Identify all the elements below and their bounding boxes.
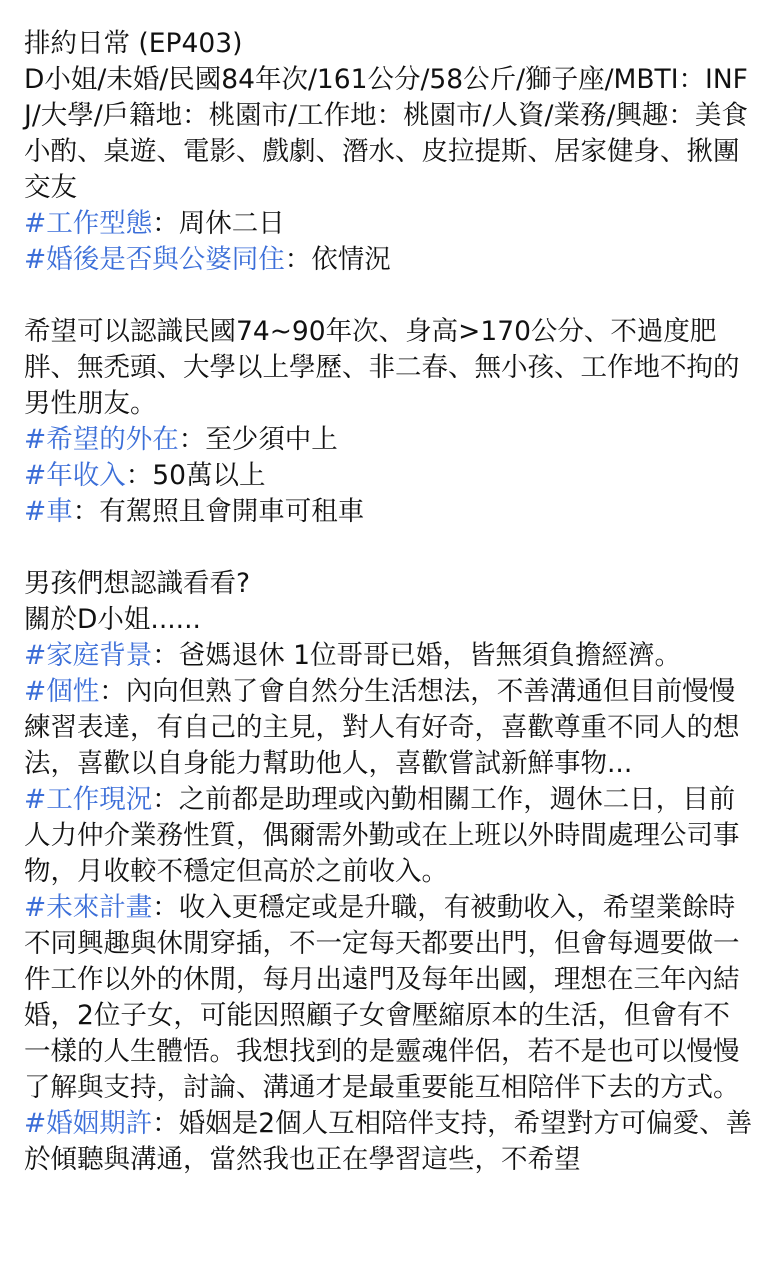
hashtag-income[interactable]: #年收入 xyxy=(24,460,126,491)
hashtag-future-plan[interactable]: #未來計畫 xyxy=(24,892,153,923)
hashtag-personality[interactable]: #個性 xyxy=(24,676,100,707)
spacer xyxy=(24,278,756,314)
family-row xyxy=(24,638,756,674)
hashtag-live-with-inlaws[interactable]: #婚後是否與公婆同住 xyxy=(24,244,285,275)
post-body xyxy=(24,26,756,1178)
hashtag-car[interactable]: #車 xyxy=(24,496,73,527)
about-her-text: 關於D小姐...... xyxy=(24,604,201,635)
hope-to-meet-text: 希望可以認識民國74~90年次、身高>170公分、不過度肥胖、無禿頭、大學以上學歷、非二春、無小孩、工作地不拘的男性朋友。 xyxy=(24,316,740,419)
car-value: ：有駕照且會開車可租車 xyxy=(72,496,365,527)
live-with-inlaws-value: ：依情況 xyxy=(284,244,391,275)
hashtag-work-type[interactable]: #工作型態 xyxy=(24,208,153,239)
income-row xyxy=(24,458,756,494)
personality-row xyxy=(24,674,756,782)
boys-question-text: 男孩們想認識看看? xyxy=(24,568,251,599)
hashtag-work-status[interactable]: #工作現況 xyxy=(24,784,153,815)
work-type-row xyxy=(24,206,756,242)
family-value: ：爸媽退休 1位哥哥已婚，皆無須負擔經濟。 xyxy=(152,640,682,671)
income-value: ：50萬以上 xyxy=(125,460,266,491)
live-with-inlaws-row xyxy=(24,242,756,278)
marriage-expectation-value: ：婚姻是2個人互相陪伴支持，希望對方可偏愛、善於傾聽與溝通，當然我也正在學習這些，不希望 xyxy=(24,1108,753,1175)
car-row xyxy=(24,494,756,530)
future-plan-row xyxy=(24,890,756,1106)
post-title: 排約日常 (EP403) xyxy=(24,28,243,59)
work-type-value: ：周休二日 xyxy=(152,208,285,239)
hashtag-appearance[interactable]: #希望的外在 xyxy=(24,424,179,455)
work-status-row xyxy=(24,782,756,890)
spacer xyxy=(24,530,756,566)
hashtag-marriage-expectation[interactable]: #婚姻期許 xyxy=(24,1108,153,1139)
marriage-expectation-row xyxy=(24,1106,756,1178)
hashtag-family[interactable]: #家庭背景 xyxy=(24,640,153,671)
work-status-value: ：之前都是助理或內勤相關工作，週休二日，目前人力仲介業務性質，偶爾需外勤或在上班以外時間處理公司事物，月收較不穩定但高於之前收入。 xyxy=(24,784,740,887)
future-plan-value: ：收入更穩定或是升職，有被動收入，希望業餘時不同興趣與休閒穿插，不一定每天都要出門，但會每週要做一件工作以外的休閒，每月出遠門及每年出國，理想在三年內結婚，2位子女，可能因照顧子女會壓縮原本的生活，但會有不一樣的人生體悟。我想找到的是靈魂伴侶，若不是也可以慢慢了解與支持，討論、溝通才是最重要能互相陪伴下去的方式。 xyxy=(24,892,740,1103)
appearance-row xyxy=(24,422,756,458)
appearance-value: ：至少須中上 xyxy=(178,424,338,455)
profile-summary: D小姐/未婚/民國84年次/161公分/58公斤/獅子座/MBTI：INFJ/大學/戶籍地：桃園市/工作地：桃園市/人資/業務/興趣：美食小酌、桌遊、電影、戲劇、潛水、皮拉提斯、居家健身、揪團交友 xyxy=(24,64,748,203)
personality-value: ：內向但熟了會自然分生活想法，不善溝通但目前慢慢練習表達，有自己的主見，對人有好奇，喜歡尊重不同人的想法，喜歡以自身能力幫助他人，喜歡嘗試新鮮事物... xyxy=(24,676,740,779)
